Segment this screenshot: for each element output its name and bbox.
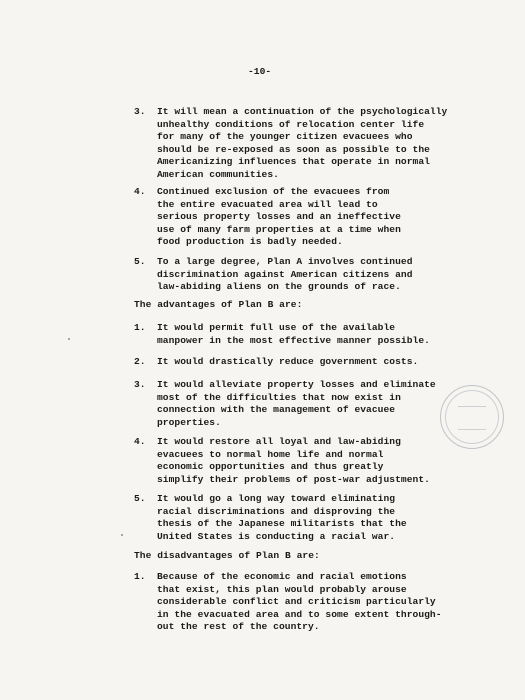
text-line: should be re-exposed as soon as possible to the xyxy=(157,143,430,155)
text-line: It would go a long way toward eliminating xyxy=(157,493,396,504)
text-line: American communities. xyxy=(157,168,279,180)
item-number: 3. xyxy=(134,379,146,390)
item-number: 5. xyxy=(134,493,146,504)
advantages-heading: The advantages of Plan B are: xyxy=(134,299,303,310)
page-number: -10- xyxy=(248,66,272,77)
item-number: 1. xyxy=(134,322,146,333)
text-line: food production is badly needed. xyxy=(157,236,343,247)
item-text xyxy=(157,379,436,429)
text-line: evacuees to normal home life and normal xyxy=(157,448,384,460)
text-line: the entire evacuated area will lead to xyxy=(157,198,378,210)
text-line: use of many farm properties at a time when xyxy=(157,223,401,235)
text-line: To a large degree, Plan A involves continued xyxy=(157,256,413,267)
item-text xyxy=(157,186,401,249)
scan-speck xyxy=(68,338,70,340)
text-line: considerable conflict and criticism particularly xyxy=(157,596,436,607)
text-line: It will mean a continuation of the psychologically xyxy=(157,106,448,117)
text-line: connection with the management of evacuee xyxy=(157,404,396,415)
text-line: unhealthy conditions of relocation center life xyxy=(157,118,425,130)
item-number: 4. xyxy=(134,186,146,197)
text-line: Americanizing influences that operate in normal xyxy=(157,156,430,167)
text-line: Continued exclusion of the evacuees from xyxy=(157,186,390,197)
item-number: 5. xyxy=(134,256,146,267)
disadvantages-heading: The disadvantages of Plan B are: xyxy=(134,550,320,561)
text-line: most of the difficulties that now exist in xyxy=(157,391,401,403)
item-text xyxy=(157,436,430,486)
item-text xyxy=(157,493,407,543)
text-line: manpower in the most effective manner possible. xyxy=(157,334,430,346)
archive-stamp xyxy=(440,385,504,449)
text-line: that exist, this plan would probably arouse xyxy=(157,583,407,595)
item-text xyxy=(157,322,430,347)
scan-speck xyxy=(121,534,123,536)
text-line: It would alleviate property losses and eliminate xyxy=(157,379,436,390)
text-line: It would restore all loyal and law-abiding xyxy=(157,436,401,447)
text-line: racial discriminations and disproving the xyxy=(157,505,396,517)
text-line: economic opportunities and thus greatly xyxy=(157,461,384,472)
text-line: law-abiding aliens on the grounds of race. xyxy=(157,281,401,292)
item-text xyxy=(157,256,413,294)
item-text xyxy=(157,356,418,369)
text-line: It would drastically reduce government costs. xyxy=(157,356,419,367)
item-number: 1. xyxy=(134,571,146,582)
text-line: properties. xyxy=(157,416,221,428)
text-line: for many of the younger citizen evacuees who xyxy=(157,131,413,142)
text-line: in the evacuated area and to some extent through- xyxy=(157,608,442,620)
text-line: out the rest of the country. xyxy=(157,621,320,632)
text-line: United States is conducting a racial war. xyxy=(157,530,396,542)
item-text xyxy=(157,571,442,634)
stamp-inner-mark xyxy=(458,406,486,430)
item-number: 4. xyxy=(134,436,146,447)
text-line: serious property losses and an ineffective xyxy=(157,211,401,222)
text-line: discrimination against American citizens and xyxy=(157,268,413,280)
text-line: Because of the economic and racial emotions xyxy=(157,571,407,582)
text-line: thesis of the Japanese militarists that the xyxy=(157,518,407,529)
text-line: simplify their problems of post-war adjustment. xyxy=(157,473,430,485)
item-number: 2. xyxy=(134,356,146,367)
text-line: It would permit full use of the available xyxy=(157,322,396,333)
item-text xyxy=(157,106,447,181)
item-number: 3. xyxy=(134,106,146,117)
